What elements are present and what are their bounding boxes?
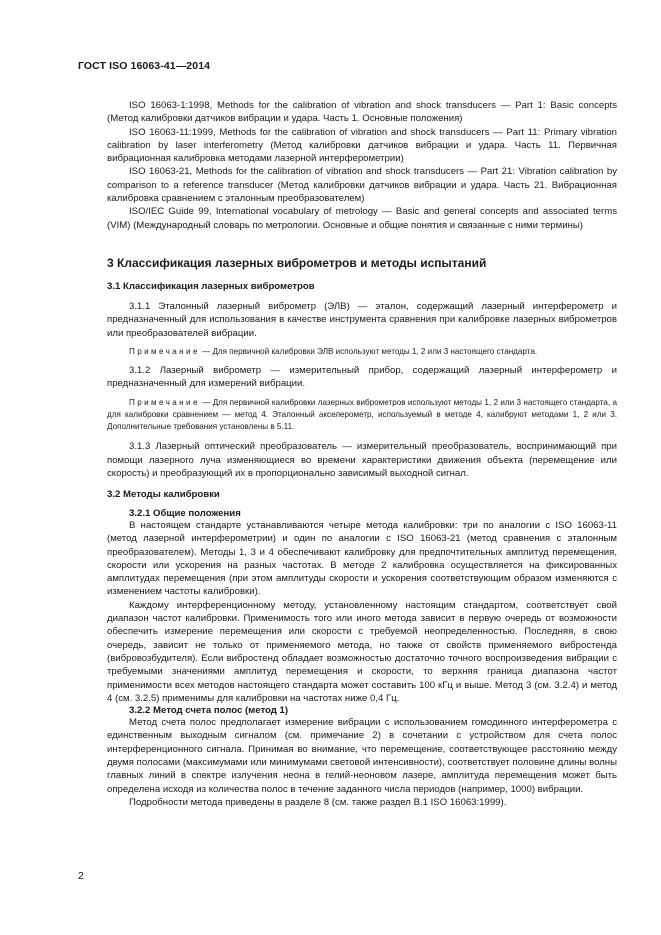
note-1 xyxy=(107,346,617,358)
note-2-label: Примечание xyxy=(129,397,200,407)
paragraph-3-2-2-b: Подробности метода приведены в разделе 8 (см. также раздел В.1 ISO 16063:1999). xyxy=(129,796,507,808)
reference-iso-16063-21: ISO 16063-21, Methods for the calibration of vibration and shock transducers — Part 21: Vibration calibration by comparison to a reference transducer (Метод калибровки датчиков вибрации и удара. Часть 21. Вибрационная калибровка сравнением с эталонным преобразователем) xyxy=(107,166,617,205)
paragraph-3-2-2-a: Метод счета полос предполагает измерение вибрации с использованием гомодинного интерферометра с единственным выходным сигналом (см. примечание 2) в сочетании с устройством для счета полос интерференционного сигнала. Принимая во внимание, что перемещение, соответствующее расстоянию между двумя полосами (максимумами или минимумами световой интенсивности), соответствует половине длины волны главных линий в спектре излучения неона в гелий-неоновом лазере, амплитуда перемещения может быть определена исходя из количества полос в течение заданного числа периодов (например, 1000) вибрации. xyxy=(107,717,617,795)
reference-iso-16063-11: ISO 16063-11:1999, Methods for the calibration of vibration and shock transducers — Part 11: Primary vibration calibration by laser interferometry (Метод калибровки датчиков вибрации и удара. Часть 11. Первичная вибрационная калибровка методами лазерной интерферометрии) xyxy=(107,126,617,165)
paragraph-3-2-1-a: В настоящем стандарте устанавливаются четыре метода калибровки: три по аналогии с ISO 16063-11 (метод лазерной интерферометрии) и один по аналогии с ISO 16063-21 (метод сравнения с эталонным преобразователем). Методы 1, 3 и 4 обеспечивают калибровку для предпочтительных амплитуд перемещения, скорости или ускорения на разных частотах. В методе 2 калибровка осуществляется на фиксированных амплитудах перемещения (при этом амплитуды скорости и ускорения соответствующим образом изменяются с изменением частоты калибровки). xyxy=(107,520,617,598)
section-3-1-body xyxy=(107,300,617,480)
reference-iso-16063-1: ISO 16063-1:1998, Methods for the calibration of vibration and shock transducers — Part 1: Basic concepts (Метод калибровки датчиков вибрации и удара. Часть 1. Основные положения) xyxy=(107,100,617,125)
reference-iso-iec-guide-99: ISO/IEC Guide 99, International vocabulary of metrology — Basic and general concepts and associated terms (VIM) (Международный словарь по метрологии. Основные и общие понятия и связанные с ними термины) xyxy=(107,206,617,231)
page-number: 2 xyxy=(78,870,84,882)
paragraph-3-2-1-b: Каждому интерференционному методу, установленному настоящим стандартом, соответствует свой диапазон частот калибровки. Применимость того или иного метода зависит в первую очередь от возможности обеспечить измерение перемещения или скорости с требуемой неопределенностью. Последняя, в свою очередь, зависит не только от применяемого метода, но также от свойств применяемого вибростенда (вибровозбудителя). Если вибростенд обладает возможностью достаточно точного воспроизведения вибрации с требуемыми значениями амплитуд перемещения и скорости, то верхняя граница диапазона частот применимости всех методов настоящего стандарта может составить 100 кГц и выше. Метод 3 (см. 3.2.4) и метод 4 (см. 3.2.5) применимы для калибровки на частотах ниже 0,4 Гц. xyxy=(107,599,617,704)
section-3-heading: 3 Классификация лазерных виброметров и методы испытаний xyxy=(107,256,487,270)
note-2-text: — Для первичной калибровки лазерных виброметров используют методы 1, 2 или 3 настоящего стандарта, а для калибровки сравнением — метод 4. Эталонный акселерометр, используемый в методе 4, калибруют методами 1, 2 или 3. Дополнительные требования установлены в 5.11. xyxy=(107,397,617,432)
running-header: ГОСТ ISO 16063-41—2014 xyxy=(78,60,211,72)
normative-references xyxy=(107,99,617,232)
section-3-2-1-heading: 3.2.1 Общие положения xyxy=(129,508,241,519)
section-3-2-heading: 3.2 Методы калибровки xyxy=(107,489,220,500)
paragraph-3-1-3: 3.1.3 Лазерный оптический преобразователь — измерительный преобразователь, воспринимающий при помощи лазерного луча изменяющиеся во времени характеристики движения объекта (перемещение или скорость) и преобразующий их в пропорционально зависимый выходной сигнал. xyxy=(107,441,617,479)
section-3-2-2-heading: 3.2.2 Метод счета полос (метод 1) xyxy=(129,705,289,717)
note-2 xyxy=(107,397,617,434)
paragraph-3-1-1: 3.1.1 Эталонный лазерный виброметр (ЭЛВ) — эталон, содержащий лазерный интерферометр и предназначенный для использования в качестве инструмента сравнения при калибровке лазерных виброметров или преобразователей вибрации. xyxy=(107,301,617,339)
section-3-2-body xyxy=(107,508,617,809)
note-1-text: — Для первичной калибровки ЭЛВ используют методы 1, 2 или 3 настоящего стандарта. xyxy=(202,346,538,356)
paragraph-3-1-2: 3.1.2 Лазерный виброметр — измерительный прибор, содержащий лазерный интерферометр и предназначенный для измерений вибрации. xyxy=(107,365,617,390)
note-1-label: Примечание xyxy=(129,346,200,356)
section-3-1-heading: 3.1 Классификация лазерных виброметров xyxy=(107,281,315,292)
